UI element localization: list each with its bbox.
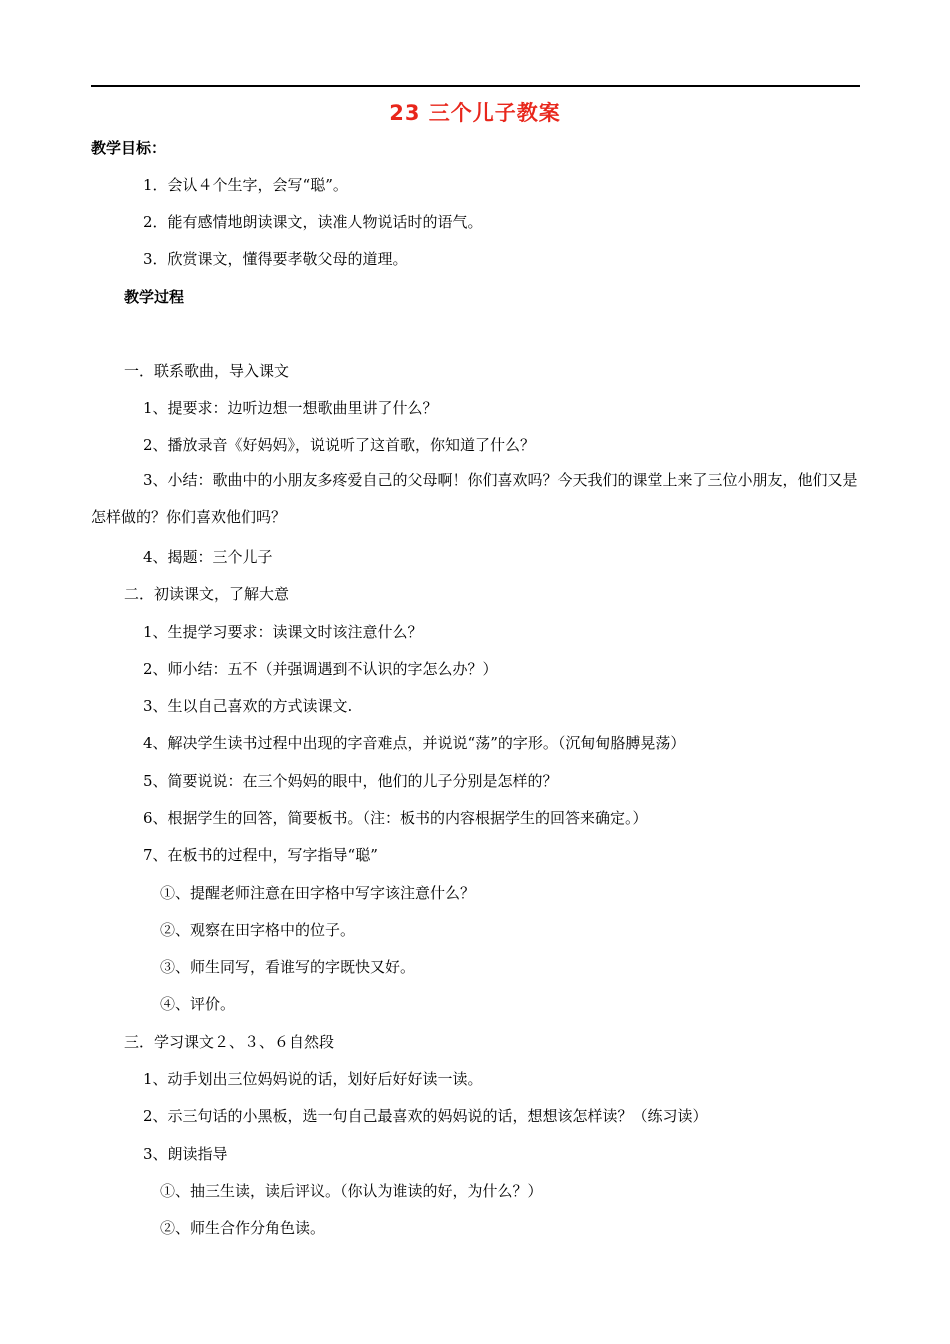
goal-item: 2．能有感情地朗读课文，读准人物说话时的语气。 <box>143 213 483 231</box>
list-item: 3、生以自己喜欢的方式读课文. <box>143 697 353 715</box>
section-heading: 三．学习课文２、３、６自然段 <box>124 1033 335 1051</box>
list-item-wrapped: 3、小结：歌曲中的小朋友多疼爱自己的父母啊！你们喜欢吗？今天我们的课堂上来了三位小朋友，他们又是怎样做的？你们喜欢他们吗？ <box>91 471 858 526</box>
section-heading: 二．初读课文，了解大意 <box>124 585 290 603</box>
sub-item: ③、师生同写，看谁写的字既快又好。 <box>160 958 416 976</box>
list-item: 2、播放录音《好妈妈》，说说听了这首歌，你知道了什么？ <box>143 436 536 454</box>
goals-heading: 教学目标： <box>91 139 167 157</box>
sub-item: ②、观察在田字格中的位子。 <box>160 921 356 939</box>
goal-item: 1．会认４个生字，会写“聪”。 <box>143 176 348 194</box>
list-item: 4、解决学生读书过程中出现的字音难点，并说说“荡”的字形。（沉甸甸胳膊晃荡） <box>143 734 686 752</box>
list-item: 4、揭题：三个儿子 <box>143 548 273 566</box>
list-item: 7、在板书的过程中，写字指导“聪” <box>143 846 378 864</box>
list-item: 2、师小结：五不（并强调遇到不认识的字怎么办？） <box>143 660 498 678</box>
list-item: 1、提要求：边听边想一想歌曲里讲了什么？ <box>143 399 438 417</box>
list-item: 1、动手划出三位妈妈说的话，划好后好好读一读。 <box>143 1070 483 1088</box>
sub-item: ①、抽三生读，读后评议。（你认为谁读的好，为什么？） <box>160 1182 543 1200</box>
list-item: 6、根据学生的回答，简要板书。（注：板书的内容根据学生的回答来确定。） <box>143 809 648 827</box>
top-rule <box>91 85 860 87</box>
list-item: 2、示三句话的小黑板，选一句自己最喜欢的妈妈说的话，想想该怎样读？（练习读） <box>143 1107 708 1125</box>
sub-item: ①、提醒老师注意在田字格中写字该注意什么？ <box>160 884 476 902</box>
list-item: 1、生提学习要求：读课文时该注意什么？ <box>143 623 423 641</box>
sub-item: ④、评价。 <box>160 995 236 1013</box>
sub-item: ②、师生合作分角色读。 <box>160 1219 326 1237</box>
document-title: 23 三个儿子教案 <box>389 101 561 125</box>
list-item: 5、简要说说：在三个妈妈的眼中，他们的儿子分别是怎样的？ <box>143 772 558 790</box>
goal-item: 3．欣赏课文，懂得要孝敬父母的道理。 <box>143 250 408 268</box>
process-heading: 教学过程 <box>124 288 185 306</box>
list-item: 3、朗读指导 <box>143 1145 228 1163</box>
section-heading: 一．联系歌曲，导入课文 <box>124 362 290 380</box>
